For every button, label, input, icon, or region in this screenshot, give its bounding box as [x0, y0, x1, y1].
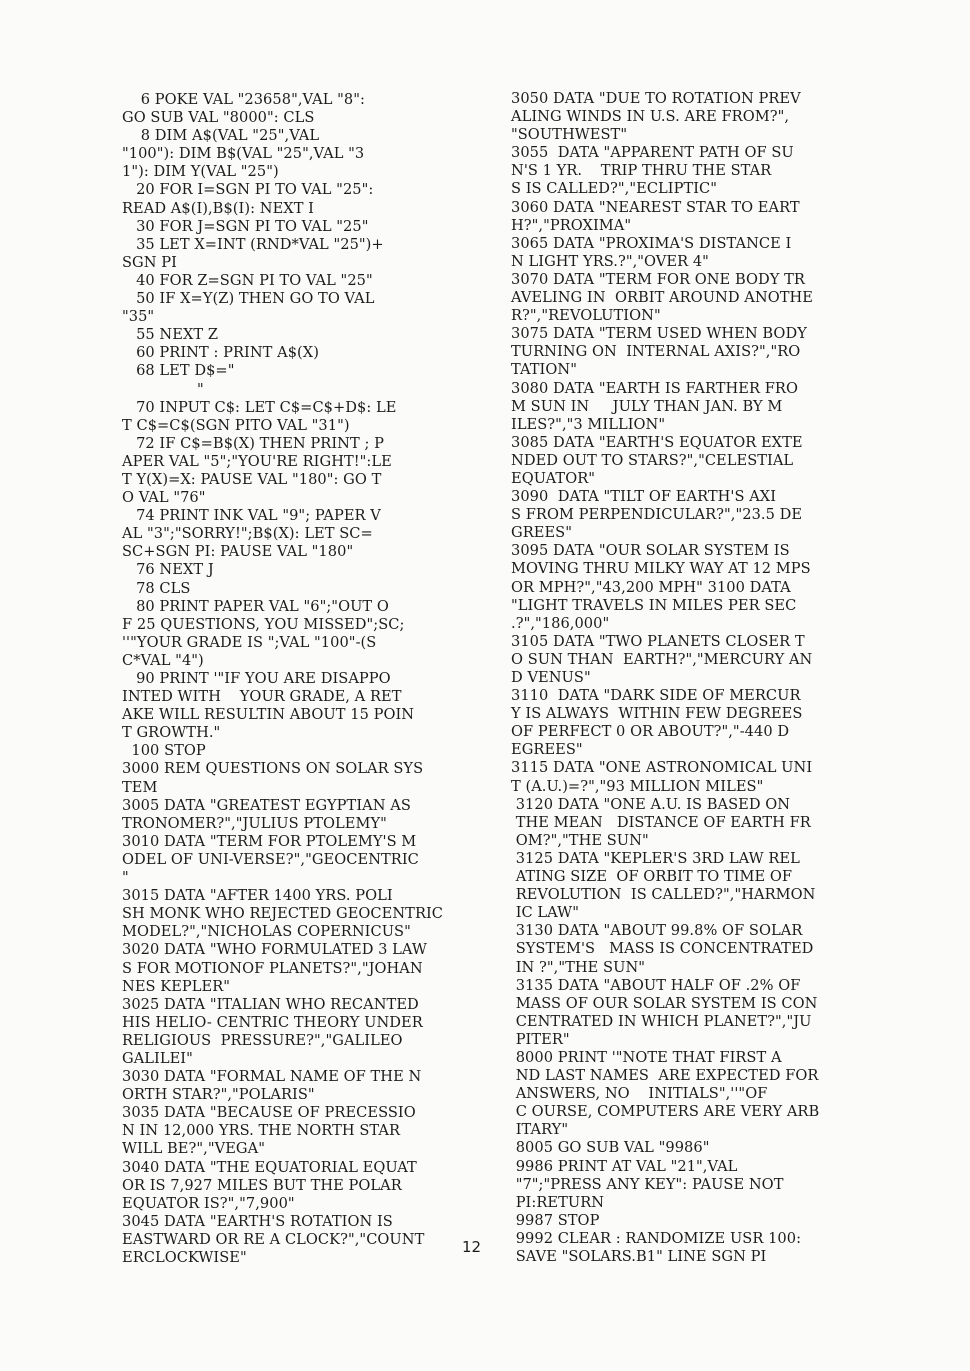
code-line: EQUATOR IS?","7,900": [122, 1194, 295, 1212]
code-line: C*VAL "4"): [122, 651, 204, 669]
code-line: T GROWTH.": [122, 724, 221, 742]
code-line: 6 POKE VAL "23658",VAL "8":: [122, 91, 365, 108]
code-line: "LIGHT TRAVELS IN MILES PER SEC: [511, 596, 797, 614]
code-line: ILES?","3 MILLION": [511, 415, 666, 433]
code-line: 76 NEXT J: [122, 561, 214, 579]
code-line: 3060 DATA "NEAREST STAR TO EART: [511, 198, 800, 216]
code-line: MASS OF OUR SOLAR SYSTEM IS CON: [511, 994, 818, 1012]
code-line: EQUATOR": [511, 469, 596, 487]
code-line: 40 FOR Z=SGN PI TO VAL "25": [122, 271, 373, 289]
code-line: Y IS ALWAYS WITHIN FEW DEGREES: [511, 705, 803, 723]
code-line: 3110 DATA "DARK SIDE OF MERCUR: [511, 687, 801, 705]
code-line: 80 PRINT PAPER VAL "6";"OUT O: [122, 597, 389, 615]
code-line: MOVING THRU MILKY WAY AT 12 MPS: [511, 560, 811, 578]
code-line: 3020 DATA "WHO FORMULATED 3 LAW: [122, 941, 427, 959]
code-line: TURNING ON INTERNAL AXIS?","RO: [511, 343, 801, 361]
code-line: ": [122, 869, 129, 887]
code-line: R?","REVOLUTION": [511, 307, 661, 325]
code-line: APER VAL "5";"YOU'RE RIGHT!":LE: [122, 452, 392, 470]
code-line: D VENUS": [511, 669, 591, 686]
code-line: 3080 DATA "EARTH IS FARTHER FRO: [511, 379, 798, 397]
code-line: N IN 12,000 YRS. THE NORTH STAR: [122, 1122, 400, 1140]
code-line: SGN PI: [122, 253, 177, 271]
code-line: 3105 DATA "TWO PLANETS CLOSER T: [511, 632, 805, 650]
code-line: RELIGIOUS PRESSURE?","GALILEO: [122, 1031, 403, 1049]
code-line: AKE WILL RESULTIN ABOUT 15 POIN: [122, 706, 415, 724]
code-line: 3040 DATA "THE EQUATORIAL EQUAT: [122, 1158, 417, 1176]
code-line: PITER": [511, 1030, 570, 1048]
code-line: 60 PRINT : PRINT A$(X): [122, 344, 319, 362]
code-line: 50 IF X=Y(Z) THEN GO TO VAL: [122, 290, 375, 308]
code-line: PI:RETURN: [511, 1193, 605, 1211]
code-line: TRONOMER?","JULIUS PTOLEMY": [122, 814, 387, 832]
code-line: WILL BE?","VEGA": [122, 1140, 265, 1158]
code-line: ": [122, 380, 204, 398]
code-line: O SUN THAN EARTH?","MERCURY AN: [511, 650, 813, 668]
code-line: T Y(X)=X: PAUSE VAL "180": GO T: [122, 470, 382, 488]
code-line: 3045 DATA "EARTH'S ROTATION IS: [122, 1212, 393, 1230]
code-line: GO SUB VAL "8000": CLS: [122, 109, 315, 127]
right-code-column: [511, 90, 846, 1266]
code-line: EGREES": [511, 741, 583, 759]
code-line: 3065 DATA "PROXIMA'S DISTANCE I: [511, 234, 792, 252]
code-line: MODEL?","NICHOLAS COPERNICUS": [122, 923, 411, 941]
code-line: 9992 CLEAR : RANDOMIZE USR 100:: [511, 1229, 802, 1247]
code-line: N LIGHT YRS.?","OVER 4": [511, 252, 709, 270]
code-line: INTED WITH YOUR GRADE, A RET: [122, 688, 402, 706]
code-line: 3070 DATA "TERM FOR ONE BODY TR: [511, 270, 805, 288]
code-line: OF PERFECT 0 OR ABOUT?","-440 D: [511, 723, 790, 741]
code-line: ITARY": [511, 1121, 569, 1139]
code-line: ODEL OF UNI-VERSE?","GEOCENTRIC: [122, 850, 419, 868]
code-line: ATING SIZE OF ORBIT TO TIME OF: [511, 868, 793, 886]
code-line: IN ?","THE SUN": [511, 958, 646, 976]
code-line: 9986 PRINT AT VAL "21",VAL: [511, 1157, 738, 1175]
code-line: 74 PRINT INK VAL "9"; PAPER V: [122, 507, 381, 525]
code-line: 68 LET D$=": [122, 362, 235, 380]
code-line: 3005 DATA "GREATEST EGYPTIAN AS: [122, 796, 411, 814]
code-line: 90 PRINT '"IF YOU ARE DISAPPO: [122, 670, 391, 687]
code-line: "7";"PRESS ANY KEY": PAUSE NOT: [511, 1175, 784, 1193]
code-line: 35 LET X=INT (RND*VAL "25")+: [122, 235, 384, 253]
code-line: C OURSE, COMPUTERS ARE VERY ARB: [511, 1103, 820, 1121]
code-line: 72 IF C$=B$(X) THEN PRINT ; P: [122, 434, 384, 452]
code-line: 9987 STOP: [511, 1211, 600, 1229]
code-line: 3090 DATA "TILT OF EARTH'S AXI: [511, 488, 777, 506]
code-line: 3000 REM QUESTIONS ON SOLAR SYS: [122, 760, 424, 778]
code-line: 8005 GO SUB VAL "9986": [511, 1139, 710, 1157]
code-line: READ A$(I),B$(I): NEXT I: [122, 199, 315, 217]
code-line: T C$=C$(SGN PITO VAL "31"): [122, 416, 350, 434]
code-line: 100 STOP: [122, 742, 206, 760]
code-line: 3130 DATA "ABOUT 99.8% OF SOLAR: [511, 922, 803, 940]
code-line: 3025 DATA "ITALIAN WHO RECANTED: [122, 995, 419, 1013]
code-line: REVOLUTION IS CALLED?","HARMON: [511, 886, 816, 904]
code-line: "35": [122, 308, 155, 326]
code-line: "SOUTHWEST": [511, 126, 628, 144]
code-line: 3095 DATA "OUR SOLAR SYSTEM IS: [511, 542, 790, 560]
code-line: 3135 DATA "ABOUT HALF OF .2% OF: [511, 976, 801, 994]
code-line: ERCLOCKWISE": [122, 1249, 247, 1266]
code-line: GALILEI": [122, 1049, 193, 1067]
code-line: ALING WINDS IN U.S. ARE FROM?",: [511, 108, 790, 126]
code-line: 8 DIM A$(VAL "25",VAL: [122, 127, 320, 145]
code-line: TEM: [122, 778, 158, 796]
code-line: SYSTEM'S MASS IS CONCENTRATED: [511, 940, 814, 958]
code-line: OR MPH?","43,200 MPH" 3100 DATA: [511, 578, 791, 596]
code-line: "100"): DIM B$(VAL "25",VAL "3: [122, 145, 365, 163]
code-line: AVELING IN ORBIT AROUND ANOTHE: [511, 289, 813, 307]
code-line: NES KEPLER": [122, 977, 231, 995]
code-line: 3030 DATA "FORMAL NAME OF THE N: [122, 1068, 422, 1086]
code-line: 3085 DATA "EARTH'S EQUATOR EXTE: [511, 433, 803, 451]
code-line: 3120 DATA "ONE A.U. IS BASED ON: [511, 795, 791, 813]
code-line: 3125 DATA "KEPLER'S 3RD LAW REL: [511, 849, 800, 867]
code-line: ANSWERS, NO INITIALS",''"OF: [511, 1085, 768, 1103]
code-line: M SUN IN JULY THAN JAN. BY M: [511, 397, 783, 415]
code-line: 20 FOR I=SGN PI TO VAL "25":: [122, 181, 374, 199]
code-line: 3035 DATA "BECAUSE OF PRECESSIO: [122, 1104, 416, 1122]
code-line: SC+SGN PI: PAUSE VAL "180": [122, 543, 354, 561]
code-line: 8000 PRINT '"NOTE THAT FIRST A: [511, 1048, 782, 1066]
code-line: 3055 DATA "APPARENT PATH OF SU: [511, 144, 794, 162]
code-line: TATION": [511, 361, 577, 379]
code-line: N'S 1 YR. TRIP THRU THE STAR: [511, 162, 772, 180]
code-line: SAVE "SOLARS.B1" LINE SGN PI: [511, 1248, 767, 1265]
code-line: 3075 DATA "TERM USED WHEN BODY: [511, 325, 807, 343]
code-line: O VAL "76": [122, 489, 206, 507]
code-line: 1"): DIM Y(VAL "25"): [122, 163, 279, 181]
left-code-column: [122, 91, 457, 1267]
code-line: ''"YOUR GRADE IS ";VAL "100"-(S: [122, 633, 377, 651]
code-line: 3115 DATA "ONE ASTRONOMICAL UNI: [511, 759, 813, 777]
code-line: CENTRATED IN WHICH PLANET?","JU: [511, 1012, 812, 1030]
code-line: S IS CALLED?","ECLIPTIC": [511, 180, 718, 198]
code-line: 30 FOR J=SGN PI TO VAL "25": [122, 217, 369, 235]
code-line: 70 INPUT C$: LET C$=C$+D$: LE: [122, 398, 397, 416]
code-line: F 25 QUESTIONS, YOU MISSED";SC;: [122, 615, 405, 633]
code-line: .?","186,000": [511, 614, 610, 632]
code-line: ND LAST NAMES ARE EXPECTED FOR: [511, 1067, 819, 1085]
code-line: 78 CLS: [122, 579, 191, 597]
code-line: EASTWARD OR RE A CLOCK?","COUNT: [122, 1230, 425, 1248]
code-line: NDED OUT TO STARS?","CELESTIAL: [511, 451, 794, 469]
code-line: 3010 DATA "TERM FOR PTOLEMY'S M: [122, 832, 417, 850]
code-line: HIS HELIO- CENTRIC THEORY UNDER: [122, 1013, 423, 1031]
code-line: SH MONK WHO REJECTED GEOCENTRIC: [122, 905, 444, 923]
code-line: 3050 DATA "DUE TO ROTATION PREV: [511, 90, 801, 107]
code-line: S FROM PERPENDICULAR?","23.5 DE: [511, 506, 803, 524]
code-line: GREES": [511, 524, 572, 542]
code-line: S FOR MOTIONOF PLANETS?","JOHAN: [122, 959, 423, 977]
code-line: 55 NEXT Z: [122, 326, 219, 344]
code-line: THE MEAN DISTANCE OF EARTH FR: [511, 813, 811, 831]
code-line: ORTH STAR?","POLARIS": [122, 1086, 315, 1104]
code-line: OM?","THE SUN": [511, 831, 649, 849]
code-line: 3015 DATA "AFTER 1400 YRS. POLI: [122, 887, 393, 905]
code-line: T (A.U.)=?","93 MILLION MILES": [511, 777, 764, 795]
code-line: OR IS 7,927 MILES BUT THE POLAR: [122, 1176, 402, 1194]
code-line: AL "3";"SORRY!";B$(X): LET SC=: [122, 525, 373, 543]
page-number: 12: [462, 1238, 482, 1256]
code-line: IC LAW": [511, 904, 579, 922]
code-line: H?","PROXIMA": [511, 216, 632, 234]
